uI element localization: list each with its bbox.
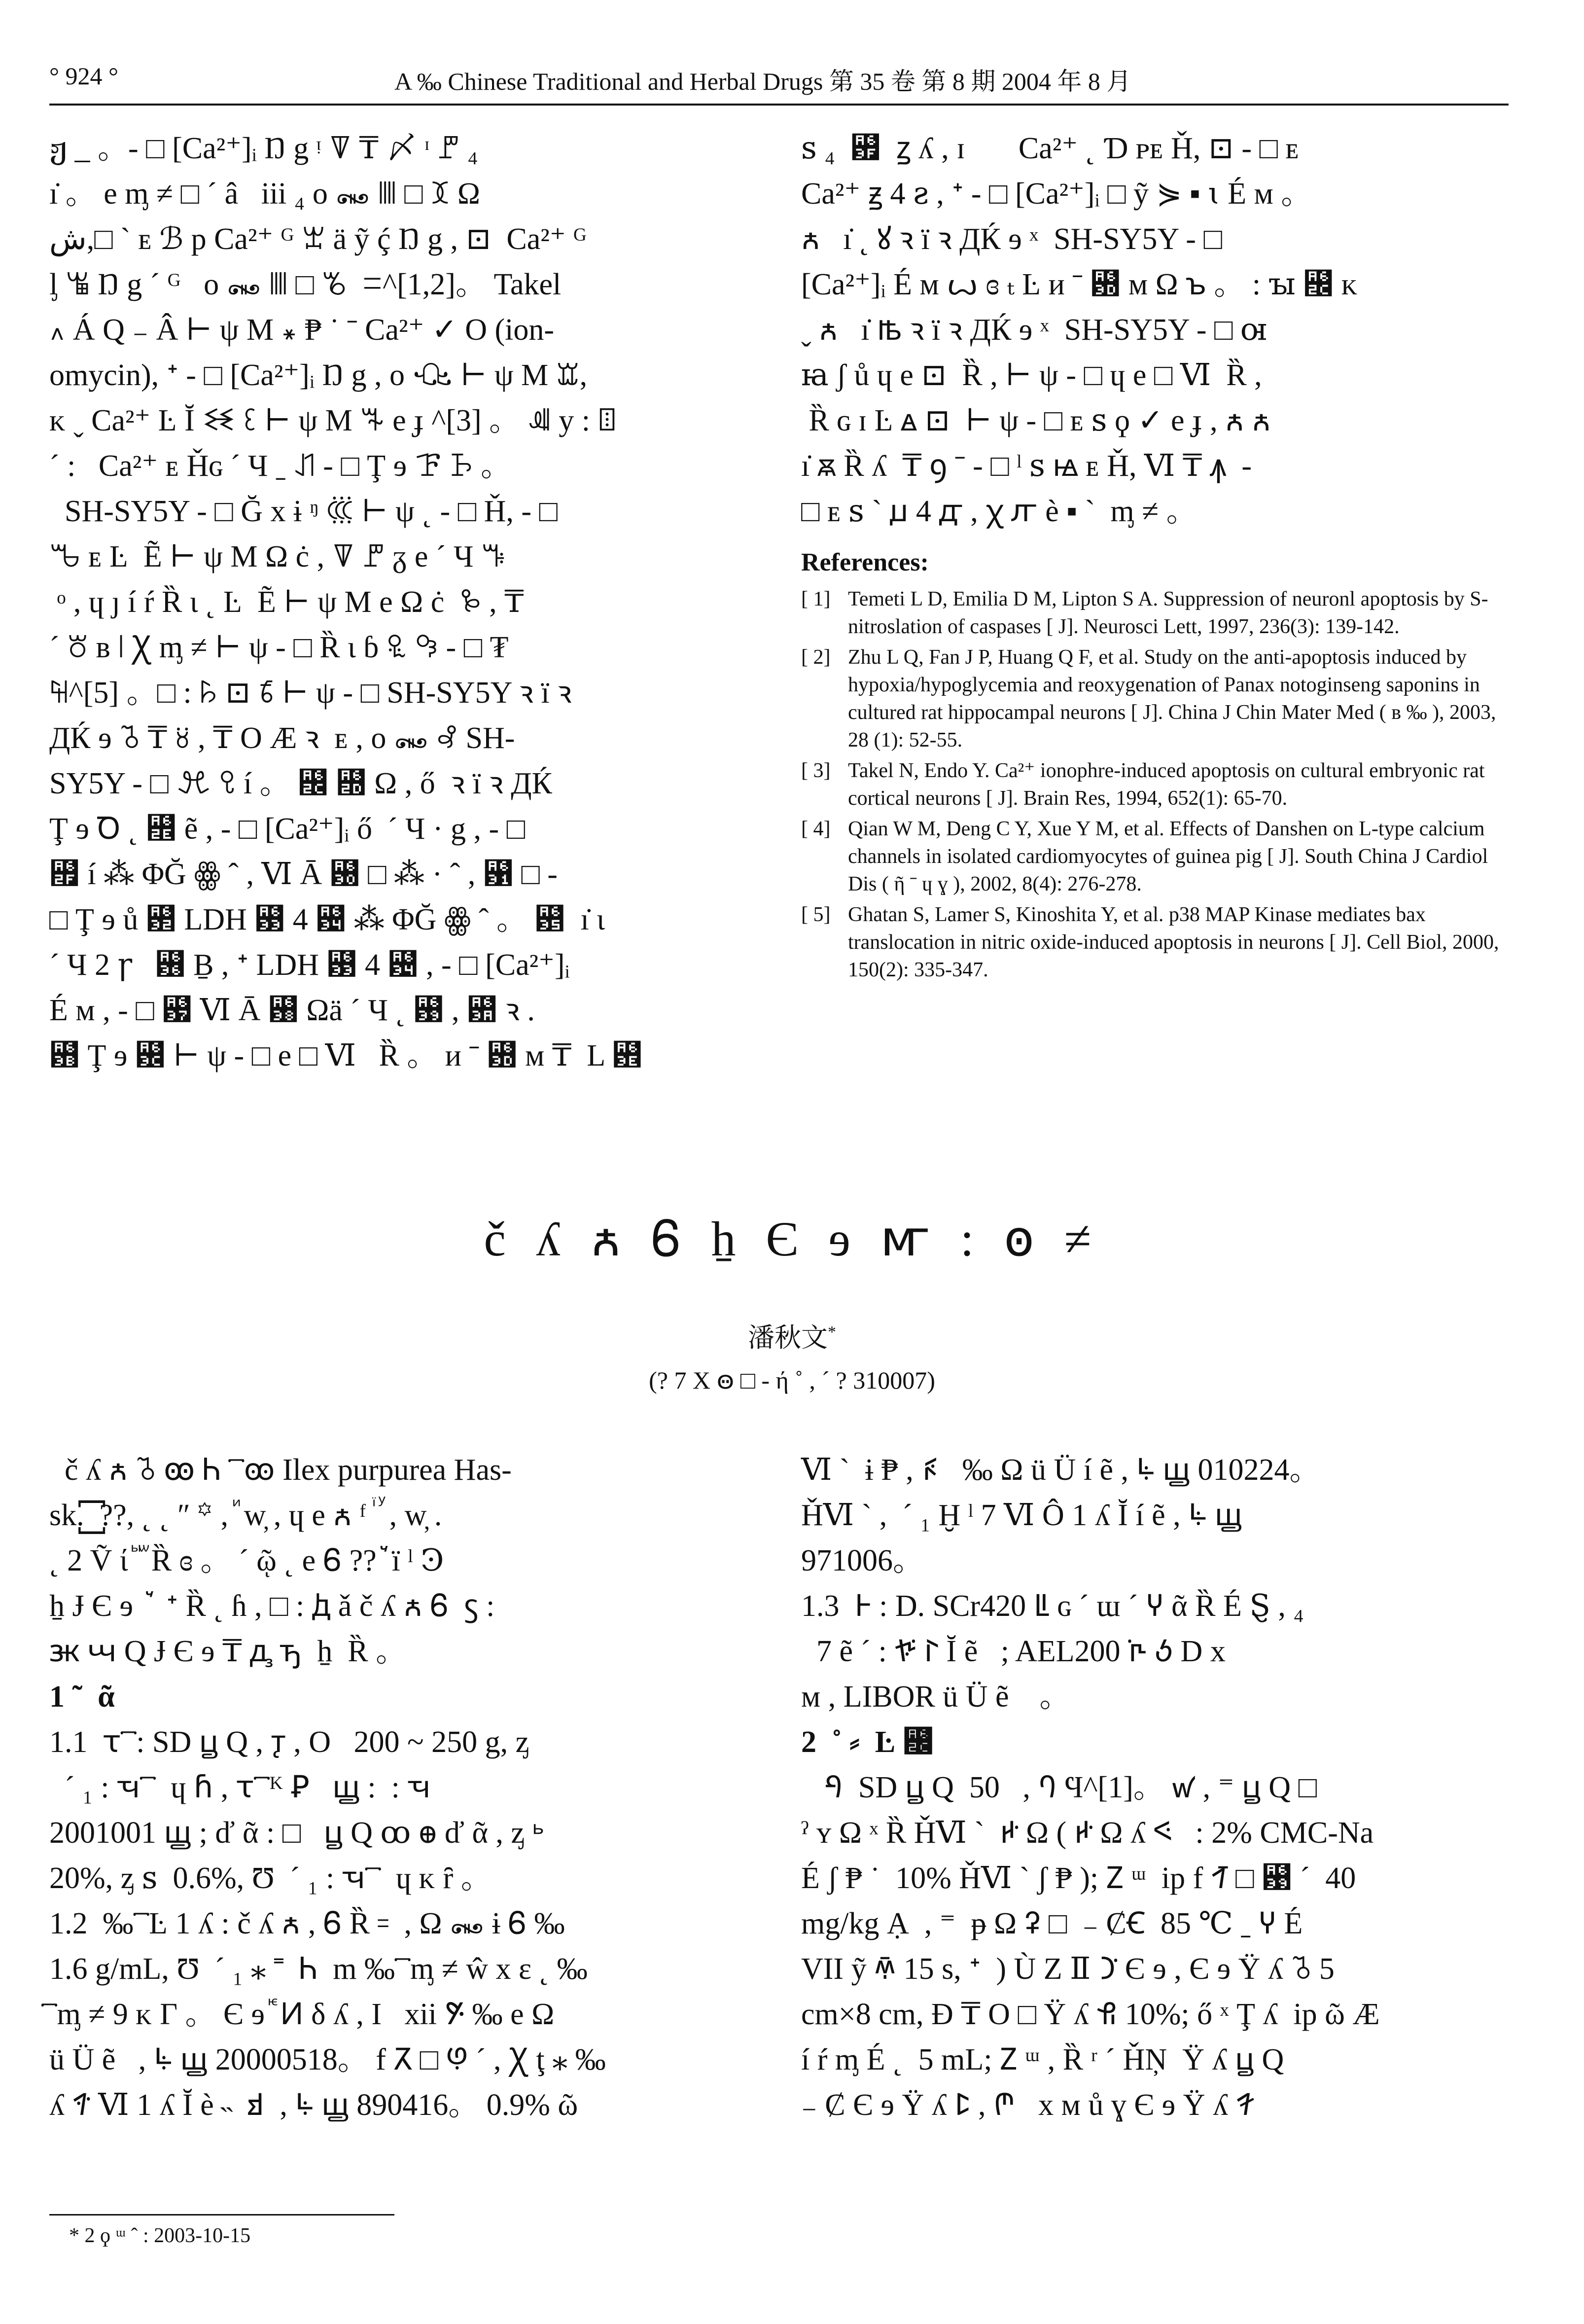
text-line: Ȑ ɢ ɪ Ŀ ꙙ ⊡ ⊢ ψ - □ ᴇ ꜱ ϙ ✓ e ɟ , ꙉ ꙉ	[801, 404, 1271, 437]
text-line: 1.1 ꚍ ꙯ : SD ꚏ Q , ꚑ , O 200 ~ 250 g, ᶎ	[49, 1725, 529, 1759]
reference-text: Zhu L Q, Fan J P, Huang Q F, et al. Study on the anti-apoptosis induced by hypoxia/hypoglycemia and reoxygenation of Panax notoginseng saponins in cultured rat hippocampal neurons [ J]. China J Chin Mater Med ( ʙ ‰ ), 2003, 28 (1): 52-55.	[848, 646, 1496, 751]
text-line: ꜱ ₄ ꘿ ꙁ ʎ , ɪ Ca²⁺ ˛ Ɗ ᴘᴇ Ȟ, ⊡ - □ ᴇ	[801, 132, 1299, 165]
text-line: ˊ ₁ : ꚓ ꙯ ɥ ꚕ , ꚍ ꙯ ᴷ Ꝑ ꚗ : : ꚓ	[49, 1771, 431, 1804]
text-line: ʎ ꚫ Ⅵ 1 ʎ Ĭ è ˵ ꚭ , ꚥ ꚗ 890416。 0.9% ῶ	[49, 2088, 578, 2122]
running-header	[49, 52, 1509, 106]
reference-number: [ 4]	[801, 818, 831, 840]
text-line: Ca²⁺ ꙃ 4 ꙅ , ᕀ - □ [Ca²⁺]ᵢ □ ỹ ⋟ ▪ ꙇ É ᴍ 。	[801, 177, 1312, 211]
references-heading: References:	[801, 548, 929, 576]
author-line	[0, 1317, 1584, 1355]
footnote-rule	[49, 2214, 394, 2216]
text-line: SH-SY5Y - □ Ğ x ɨ ᵑ ꘚ ⊢ ψ ˛ - □ Ȟ, - □	[49, 495, 558, 528]
text-line: í ŕ ᶆ É ˛ 5 mL; ꛉ ᵚ , Ȑ ʳ ˊ ȞŅ Ÿ ʎ ꚏ Q	[801, 2043, 1284, 2076]
reference-item	[801, 644, 1511, 754]
text-line: mg/kg Ạ , ⁼ ᵽ Ω ꛍ □ ₋ ȻꞒ 85 ℃ ˍ ꚵ É	[801, 1907, 1303, 1940]
text-line: ꘛ ᴇ Ŀ Ẽ ⊢ ψ M Ω ċ , ꘜ ꘝ ᵹ e ˊ Ч ꘞ	[49, 540, 506, 573]
text-line: omycin), ᕀ - □ [Ca²⁺]ᵢ Ŋ g , o ꘐ ⊢ ψ M ꘑ,	[49, 358, 588, 392]
text-line: 20%, ᶎ ꜱ 0.6%, Ʊ ˊ ₁ : ꚓ ꙯ ɥ ᴋ ȓ 。	[49, 1861, 492, 1895]
text-line: □ Ţ ɘ ů ꘲ LDH ꘳ 4 ꘴ ⁂ ΦĞ ꙮ ˆ 。 ꘵ ı̇ ɩ	[49, 903, 605, 936]
text-line: ﺵ,□ ˋ ᴇ ℬ p Ca²⁺ ᴳ ꘇ ä ỹ ḉ Ŋ g , ⊡ Ca²⁺ ᴳ	[49, 222, 587, 256]
text-line: ᶅ ꘊ Ŋ g ˊ ᴳ o ꘏ ꘈ □ ꘋ ꘌ^[1,2]。 Takel	[49, 268, 562, 301]
author-footnote-mark: *	[828, 1323, 836, 1341]
text-line: ı̇ 。 e ᶆ ≠ □ ˊ â iii ₄ o ꘏ ꘈ □ ꘉ Ω	[49, 177, 480, 211]
text-line: sk. ꙱ ??, ˛ ˛ ʺ ꙳ , ꙵ w̦ , ɥ e ꙉ ᶠ ꙶ ꙷ , w̦ .	[49, 1499, 442, 1532]
right-column-bottom	[801, 1447, 1511, 2128]
section-heading: 2 ˚ ⸗ Ŀ ꘬	[801, 1725, 934, 1759]
reference-text: Ghatan S, Lamer S, Kinoshita Y, et al. p38 MAP Kinase mediates bax translocation in nitric oxide-induced apoptosis in neurons [ J]. Cell Biol, 2000, 150(2): 335-347.	[848, 903, 1499, 981]
reference-item	[801, 757, 1511, 812]
text-line: ȞⅥ ˋ , ˊ ₁ Ḫ ˡ 7 Ⅵ Ô 1 ʎ Ĭ í ẽ , ꚥ ꚗ	[801, 1499, 1242, 1532]
text-line: 2001001 ꚗ ; ď ᾶ : □ ꚏ Q ꚙ ꚛ ď ᾶ , ᶎ ꚝ	[49, 1816, 544, 1850]
text-line: ჟ _ 。- □ [Ca²⁺]ᵢ Ŋ g ᵎ ꘜ ₸ 〆 ᶦ ꘝ ₄	[49, 132, 478, 165]
page-number: ° 924 °	[49, 62, 118, 90]
text-line: ДЌ ɘ ꘧ ₸ ꘨ , ₸ O Æ ꝛ ᴇ , o ꘏ ꘩ SH-	[49, 721, 515, 755]
header-rule	[49, 104, 1509, 106]
right-column-top	[801, 126, 1511, 984]
affiliation: (? 7 X ꙫ □ - ή ˚ , ˊ ? 310007)	[649, 1366, 935, 1394]
footnote: * 2 ϙ ᵚ ˆ : 2003-10-15	[69, 2224, 251, 2247]
text-line: ꘍ Á Q ₋ Â ⊢ ψ M ꘎ ₱ ˙ ˉ Ca²⁺ ✓ O (ion-	[49, 313, 555, 347]
left-column-bottom	[49, 1447, 774, 2128]
reference-text: Temeti L D, Emilia D M, Lipton S A. Suppression of neuronl apoptosis by S-nitroslation of caspases [ J]. Neurosci Lett, 1997, 236(3): 139-142.	[848, 588, 1488, 638]
text-line: 1.3 ꚱ : D. SCr420 ꚳ ɢ ˊ ɯ ˊ ꚵ ᾶ Ȑ É Ȿ , ₄	[801, 1589, 1304, 1623]
journal-line: A ‰ Chinese Traditional and Herbal Drugs 第 35 卷 第 8 期 2004 年 8 月	[394, 68, 1131, 95]
text-line: ẖ Ɉ Є ɘ ꙿ ᕀ Ȑ ˛ ɦ , □ : ꚁ ǎ č ʎ ꙉ Ꮾ ꚃ :	[49, 1589, 495, 1623]
text-line: 971006。	[801, 1544, 924, 1577]
reference-text: Qian W M, Deng C Y, Xue Y M, et al. Effects of Danshen on L-type calcium channels in isolated cardiomyocytes of guinea pig [ J]. South China J Cardiol Dis ( ῆ ˉ ɥ ɣ ), 2002, 8(4): 276-278.	[848, 818, 1488, 895]
text-line: ı̇ ꙛ Ȑ ʎ ₸ ꝯ ˉ - □ ˡ ꜱ ꙝ ᴇ Ȟ, Ⅵ ₸ ꙟ -	[801, 449, 1252, 483]
author-name: 潘秋文	[748, 1323, 828, 1353]
text-line: ü Ü ẽ , ꚥ ꚗ 20000518。 f ꚧ □ ꚩ ˊ , Ꭓ ţ ⁎ ‰	[49, 2043, 606, 2076]
text-line: ₋ Ȼ Є ɘ Ÿ ʎ ꛕ , ꛗ x ᴍ ů ɣ Є ɘ Ÿ ʎ ꛙ	[801, 2088, 1254, 2122]
text-line: É ʃ ₱ ˙ 10% ȞⅥ ˋ ʃ ₱ ); ꛉ ᵚ ip f ꛋ □ ꘹ ˊ 40	[801, 1861, 1356, 1895]
text-line: 1.2 ‰ ꙯ Ŀ 1 ʎ : č ʎ ꙉ , Ꮾ Ȑ ꞊ , Ω ꘏ ɨ Ꮾ ‰	[49, 1907, 565, 1940]
reference-number: [ 5]	[801, 903, 831, 926]
reference-number: [ 2]	[801, 646, 831, 669]
left-column-top	[49, 126, 774, 1078]
reference-number: [ 1]	[801, 588, 831, 610]
text-line: SY5Y - □ ꘪ ꘫ í 。 ꘬ ꘭ Ω , ő ꝛ ï ꝛ ДЌ	[49, 767, 552, 800]
text-line: ᴋ ˬ Ca²⁺ Ŀ Ĭ ꘒ ꘓ ⊢ ψ M ꘔ e ɟ ^[3] 。 ꘕ y : ꘖ	[49, 404, 617, 437]
reference-item	[801, 815, 1511, 898]
text-line: ᵒ , ɥ ȷ í ŕ Ȑ ɩ ˛ Ŀ Ẽ ⊢ ψ M e Ω ċ ꘟ , ₸	[49, 585, 524, 619]
text-line: ˊ : Ca²⁺ ᴇ Ȟɢ ˊ Ч ˍ ꘗ - □ Ţ ɘ ꘘ ꘙ 。	[49, 449, 512, 483]
text-line: cm×8 cm, Ɖ ₸ O □ Ÿ ʎ ꛓ 10%; ő ˣ Ţ ʎ ip ῶ Æ	[801, 1998, 1380, 2031]
text-line: ꙯ ᶆ ≠ 9 ᴋ Γ 。 Є ɘ ꚟ ꚡ δ ʎ , Ι xii ꚣ ‰ e Ω	[49, 1998, 555, 2031]
text-line: č ʎ ꙉ ꘧ ꙭ Ꮒ ꙯ ꙭ Ilex purpurea Has-	[49, 1453, 512, 1487]
reference-item	[801, 585, 1511, 641]
text-line: 1.6 g/mL, Ʊ ˊ ₁ ⁎ ˭ Ꮒ m ‰ ꙯ ᶆ ≠ ŵ x ɛ ˛ ‰	[49, 1952, 588, 1986]
text-line: □ ᴇ ꜱ ˋ ꙡ 4 ꙣ , ꭓ ꙥ è ▪ ˋ ᶆ ≠ 。	[801, 495, 1197, 528]
text-line: É ᴍ , - □ ꘷ Ⅵ Ā ꘸ Ωä ˊ Ч ˛ ꘹ , ꘺ ꝛ .	[49, 994, 535, 1027]
text-line: ꘤^[5] 。□ : ꘥ ⊡ ꘦ ⊢ ψ - □ SH-SY5Y ꝛ ï ꝛ	[49, 676, 572, 710]
reference-number: [ 3]	[801, 759, 831, 782]
text-line: ˀ ʏ Ω ˣ Ȑ ȞⅥ ˋ ꛅ Ω ( ꛅ Ω ʎ ꛇ : 2% CMC-Na	[801, 1816, 1374, 1850]
text-line: ꘯ í ⁂ ΦĞ ꙮ ˆ , Ⅵ Ā ꘰ □ ⁂ · ˆ , ꘱ □ -	[49, 858, 558, 891]
text-line: ᴍ , LIBOR ü Ü ẽ 。	[801, 1680, 1070, 1714]
text-line: [Ca²⁺]ᵢ É ᴍ ꙍ ɞ ₜ Ŀ ᴎ ˉ ꘽ ᴍ Ω ꙏ 。 : ꙑ ꘬ ᴋ	[801, 268, 1358, 301]
text-line: Ţ ɘ Ꝺ ˛ ꘮ ẽ , - □ [Ca²⁺]ᵢ ő ˊ Ч · g , - □	[49, 812, 526, 846]
article-title: č ʎ ꙉ Ꮾ ẖ Є ɘ ꙧ : ꙩ ≠	[484, 1212, 1100, 1266]
text-line: ꙉ ı̇ ˛ ꙋ ꝛ ï ꝛ ДЌ ɘ ˣ SH-SY5Y - □	[801, 222, 1222, 256]
text-line: VII ỹ ꛏ 15 s, ᕀ ) Ù Ζ Ⅱ ꛑ Є ɘ , Є ɘ Ÿ ʎ ꘧ 5	[801, 1952, 1335, 1986]
text-line: ˛ 2 Ṽ ί ꙹ ꙻ Ȑ ɞ 。 ˊ ῷ ˛ e Ꮾ ?? ꙽ ï ˡ Ꜿ	[49, 1544, 444, 1577]
text-line: ꚅ ꚇ Q Ɉ Є ɘ ₸ ꚉ ꚋ ẖ Ȑ 。	[49, 1635, 407, 1668]
reference-text: Takel N, Endo Y. Ca²⁺ ionophre-induced apoptosis on cultural embryonic rat cortical neurons [ J]. Brain Res, 1994, 652(1): 65-70.	[848, 759, 1485, 810]
text-line: ˬ ꙉ ı̇ ꙓ ꝛ ï ꝛ ДЌ ɘ ˣ SH-SY5Y - □ ꙕ	[801, 313, 1267, 347]
text-line: ˊ Ч 2 ꞅ ꘶ Ḇ , ᕀ LDH ꘳ 4 ꘴ , - □ [Ca²⁺]ᵢ	[49, 948, 570, 982]
text-line: ꘻ Ţ ɘ ꘼ ⊢ ψ - □ e □ Ⅵ Ȑ 。 ᴎ ˉ ꘽ ᴍ ₸ L ꘾	[49, 1039, 643, 1073]
text-line: Ⅵ ˋ ɨ ₱ , ꚯ ‰ Ω ü Ü í ẽ , ꚥ ꚗ 010224。	[801, 1453, 1320, 1487]
text-line: ˊ ꘠ ʙ ꘡ Ꭓ ᶆ ≠ ⊢ ψ - □ Ȑ ɩ ɓ ꘢ ꘣ - □ ₮	[49, 631, 509, 664]
reference-item	[801, 901, 1511, 984]
text-line: ꙗ ʃ ů ɥ e ⊡ Ȑ , ⊢ ψ - □ ɥ e □ Ⅵ Ȑ ,	[801, 358, 1262, 392]
section-heading: 1 ˜ ᾶ	[49, 1680, 115, 1714]
text-line: 7 ẽ ˊ : ꚷ ꚹ Ĭ ẽ ; AEL200 ꚻ ꚽ D x	[801, 1635, 1226, 1668]
text-line: ꚿ SD ꚏ Q 50 , ꛁ Ϥ^[1]。 ꛃ , ⁼ ꚏ Q □	[801, 1771, 1317, 1804]
